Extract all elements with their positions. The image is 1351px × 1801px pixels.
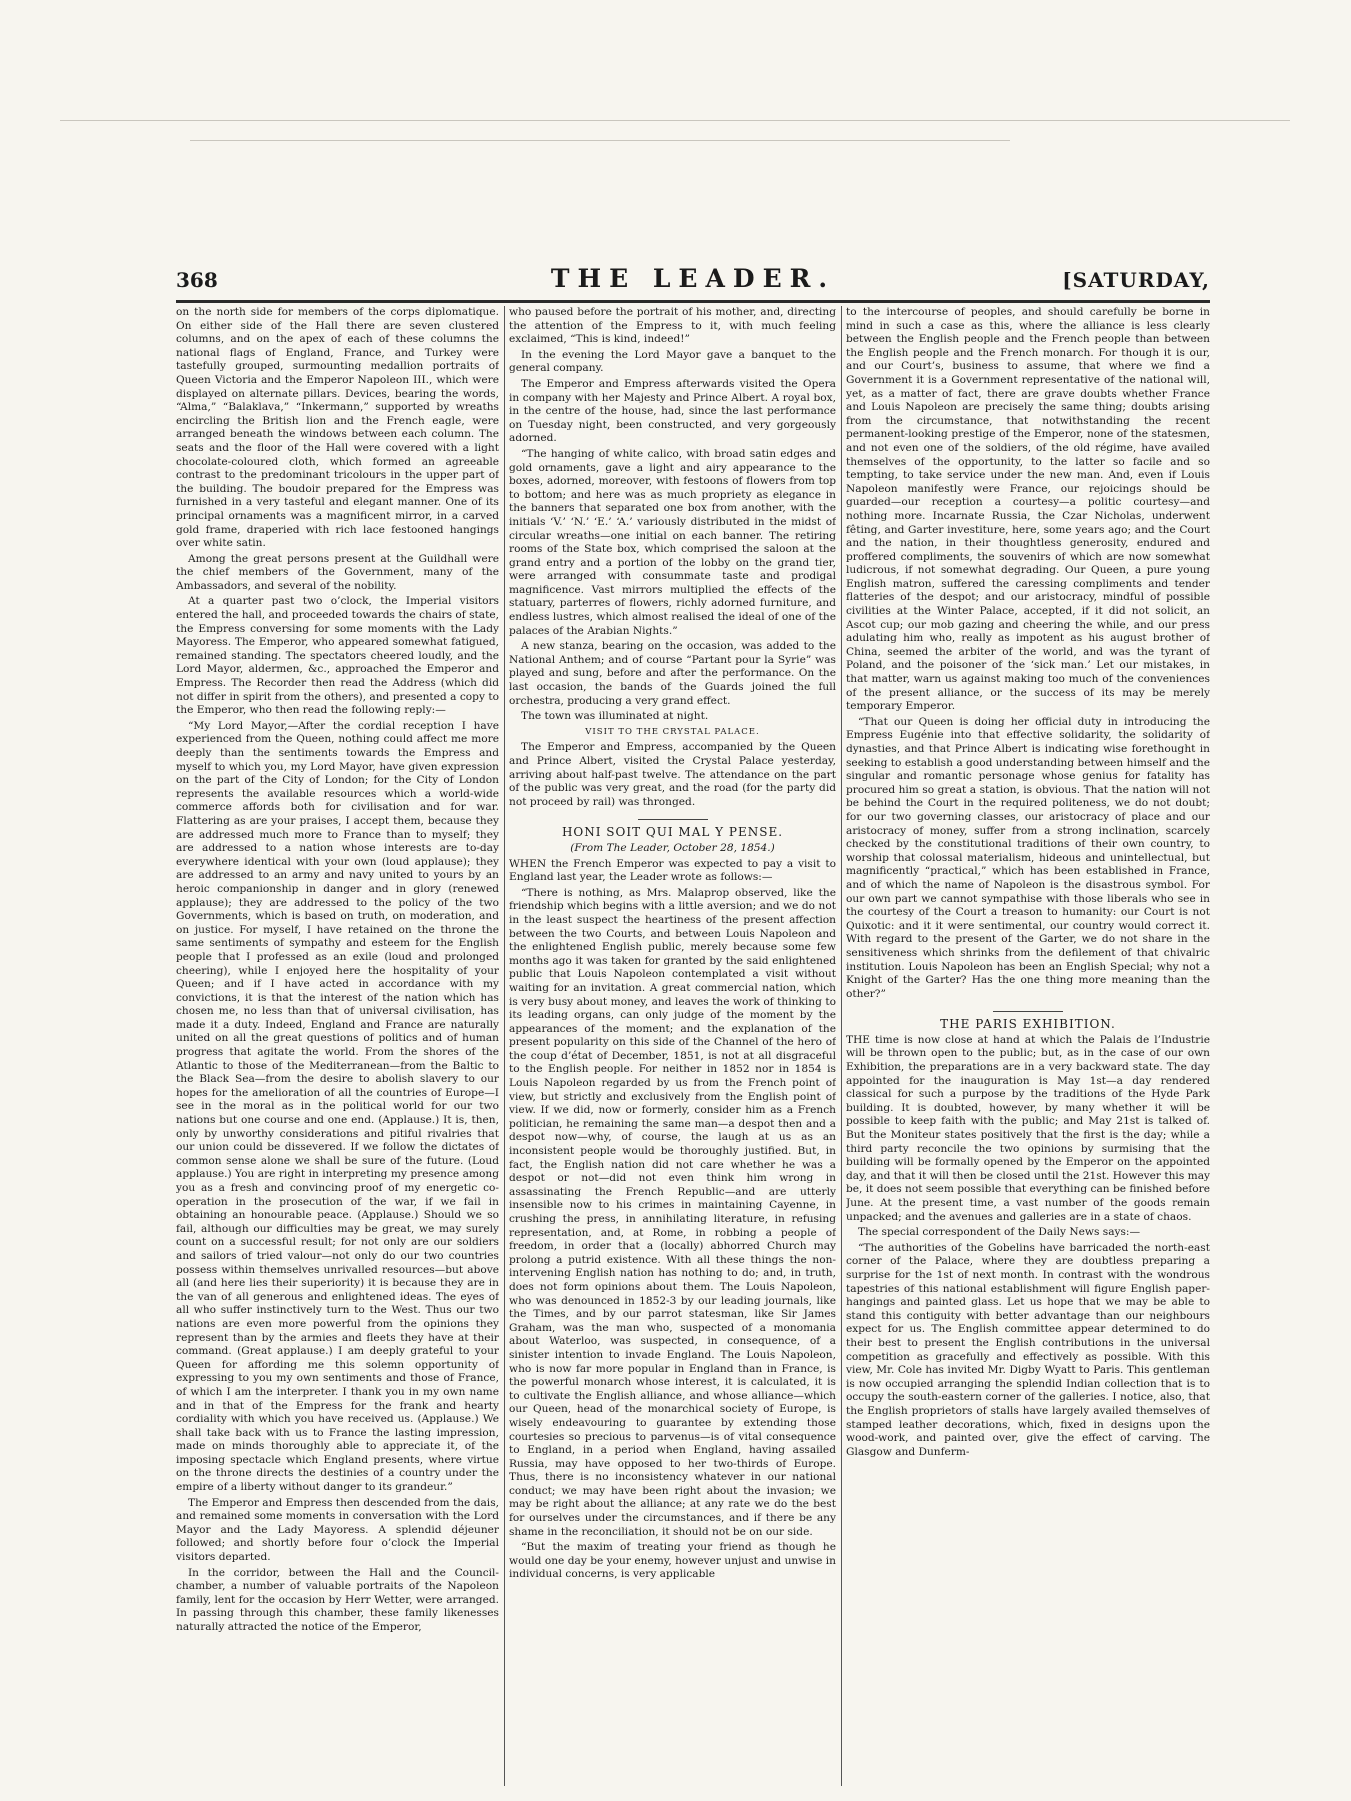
masthead-title: THE LEADER. [550, 264, 836, 293]
paragraph: The town was illuminated at night. [521, 710, 709, 723]
section-divider [638, 819, 708, 820]
paragraph: on the north side for members of the corps diplomatique. On either side of the Hall there are seven clustered columns, and on the apex of each of these columns the national flags of England, France, and Turkey were tastefully grouped, surmounting medallion portraits of Queen Victoria and the Emperor Napoleon III., which were displayed on alternate pillars. Devices, bearing the words, “Alma,” “Balaklava,” “Inkermann,” supported by wreaths encircling the British lion and the French eagle, were arranged beneath the windows between each column. The seats and the floor of the Hall were covered with a light chocolate-coloured cloth, which formed an agreeable contrast to the predominant tricolours in the upper part of the building. The boudoir prepared for the Empress was furnished in a very tasteful and elegant manner. One of its principal ornaments was a magnificent mirror, in a carved gold frame, draperied with rich lace festooned hangings over white satin. [176, 306, 499, 550]
section-divider [993, 1011, 1063, 1012]
article-source: (From The Leader, October 28, 1854.) [570, 841, 775, 854]
column-divider [504, 306, 505, 1786]
article-heading-paris-exhibition: THE PARIS EXHIBITION. [940, 1017, 1116, 1032]
scan-artifact [60, 120, 1290, 121]
paragraph: who paused before the portrait of his mother, and, directing the attention of the Empress to it, with much feeling exclaimed, “This is kind, indeed!” [509, 306, 836, 346]
column-3 [846, 306, 1210, 1786]
paragraph: At a quarter past two o’clock, the Imperial visitors entered the hall, and proceeded towards the chairs of state, the Empress conversing for some moments with the Lady Mayoress. The Emperor, who appeared somewhat fatigued, remained standing. The spectators cheered loudly, and the Lord Mayor, aldermen, &c., approached the Emperor and Empress. The Recorder then read the Address (which did not differ in spirit from the others), and presented a copy to the Emperor, who then read the following reply:— [176, 595, 499, 717]
paragraph: WHEN the French Emperor was expected to pay a visit to England last year, the Leader wrote as follows:— [509, 857, 836, 884]
paragraph: The Emperor and Empress then descended from the dais, and remained some moments in conversation with the Lord Mayor and the Lady Mayoress. A splendid déjeuner followed; and shortly before four o’clock the Imperial visitors departed. [176, 1496, 499, 1564]
paragraph: In the evening the Lord Mayor gave a banquet to the general company. [509, 348, 836, 375]
page-header [176, 264, 1210, 300]
column-1 [176, 306, 499, 1786]
paragraph: “My Lord Mayor,—After the cordial reception I have experienced from the Queen, nothing could affect me more deeply than the sentiments towards the Empress and myself to which you, my Lord Mayor, have given expression on the part of the City of London; for the City of London represents the available resources which a world-wide commerce affords both for civilisation and for war. Flattering as are your praises, I accept them, because they are addressed much more to France than to myself; they are addressed to a nation whose interests are to-day everywhere identical with your own (loud applause); they are addressed to an army and navy united to yours by an heroic companionship in danger and in glory (renewed applause); they are addressed to the policy of the two Governments, which is based on truth, on moderation, and on justice. For myself, I have retained on the throne the same sentiments of sympathy and esteem for the English people that I professed as an exile (loud and prolonged cheering), while I enjoyed here the hospitality of your Queen; and if I have acted in accordance with my convictions, it is that the interest of the nation which has chosen me, no less than that of universal civilisation, has made it a duty. Indeed, England and France are naturally united on all the great questions of politics and of human progress that agitate the world. From the shores of the Atlantic to those of the Mediterranean—from the Baltic to the Black Sea—from the desire to abolish slavery to our hopes for the amelioration of all the countries of Europe—I see in the moral as in the political world for our two nations but one course and one end. (Applause.) It is, then, only by unworthy considerations and pitiful rivalries that our union could be dissevered. If we follow the dictates of common sense alone we shall be sure of the future. (Loud applause.) You are right in interpreting my presence among you as a fresh and convincing proof of my energetic co-operation in the prosecution of the war, if we fail in obtaining an honourable peace. (Applause.) Should we so fail, although our difficulties may be great, we may surely count on a successful result; for not only are our soldiers and sailors of tried valour—not only do our two countries possess within themselves unrivalled resources—but above all (and here lies their superiority) it is because they are in the van of all generous and enlightened ideas. The eyes of all who suffer instinctively turn to the West. Thus our two nations are even more powerful from the opinions they represent than by the armies and fleets they have at their command. (Great applause.) I am deeply grateful to your Queen for affording me this solemn opportunity of expressing to you my own sentiments and those of France, of which I am the interpreter. I thank you in my own name and in that of the Empress for the frank and hearty cordiality with which you have received us. (Applause.) We shall take back with us to France the lasting impression, made on minds thoroughly able to appreciate it, of the imposing spectacle which England presents, where virtue on the throne directs the destinies of a country under the empire of a liberty without danger to its grandeur.” [176, 719, 499, 1494]
paragraph: The special correspondent of the Daily News says:— [858, 1226, 1141, 1239]
column-divider [841, 306, 842, 1786]
paragraph: Among the great persons present at the Guildhall were the chief members of the Government, many of the Ambassadors, and several of the nobility. [176, 552, 499, 592]
article-heading-honi-soit: HONI SOIT QUI MAL Y PENSE. [561, 825, 784, 840]
paragraph: The Emperor and Empress, accompanied by the Queen and Prince Albert, visited the Crystal Palace yesterday, arriving about half-past twelve. The attendance on the part of the public was very great, and the road (for the party did not proceed by rail) was thronged. [509, 741, 836, 808]
paragraph: The Emperor and Empress afterwards visited the Opera in company with her Majesty and Prince Albert. A royal box, in the centre of the house, had, since the last performance on Tuesday night, been constructed, and very gorgeously adorned. [509, 377, 836, 445]
paragraph: “But the maxim of treating your friend as though he would one day be your enemy, however unjust and unwise in individual concerns, is very applicable [509, 1541, 836, 1581]
page-edge-shadow [1213, 306, 1219, 1786]
header-rule [176, 300, 1210, 303]
scan-artifact [190, 140, 1010, 141]
paragraph: “That our Queen is doing her official duty in introducing the Empress Eugénie into that effective solidarity, the solidarity of dynasties, and that Prince Albert is indicating wise forethought in seeking to establish a good understanding between himself and the singular and romantic personage whose genius for fatality has procured him so great a station, is obvious. That the nation will not be behind the Court in the required politeness, we do not doubt; for our two governing classes, our aristocracy of place and our aristocracy of money, suffer from a strong inclination, scarcely checked by the constitutional traditions of their own country, to worship that colossal materialism, hideous and unintellectual, but magnificently “practical,” which has been established in France, and of which the name of Napoleon is the disastrous symbol. For our own part we cannot sympathise with those liberals who see in the courtesy of the Court a treason to humanity: our Court is not Quixotic: and it it were sentimental, our country would correct it. With regard to the present of the Garter, we do not share in the sensitiveness which shrinks from the defilement of that chivalric institution. Louis Napoleon has been an English Special; why not a Knight of the Garter? Has the one thing more meaning than the other?” [846, 715, 1210, 1000]
paragraph: A new stanza, bearing on the occasion, was added to the National Anthem; and of course “Partant pour la Syrie” was played and sung, before and after the performance. On the last occasion, the bands of the Guards joined the full orchestra, producing a very grand effect. [509, 640, 836, 707]
section-heading-crystal-palace: VISIT TO THE CRYSTAL PALACE. [585, 726, 760, 737]
page-number: 368 [176, 268, 218, 292]
paragraph: THE time is now close at hand at which the Palais de l’Industrie will be thrown open to the public; but, as in the case of our own Exhibition, the preparations are in a very backward state. The day appointed for the inauguration is May 1st—a day rendered classical for such a purpose by the traditions of the Hyde Park building. It is doubted, however, by many whether it will be possible to keep faith with the public; and May 21st is talked of. But the Moniteur states positively that the first is the day; while a third party reconcile the two opinions by surmising that the building will be formally opened by the Emperor on the appointed day, and that it will then be closed until the 21st. However this may be, it does not seem possible that everything can be finished before June. At the present time, a vast number of the goods remain unpacked; and the avenues and galleries are in a state of chaos. [846, 1033, 1210, 1223]
paragraph: to the intercourse of peoples, and should carefully be borne in mind in such a case as this, where the alliance is less clearly between the English people and the French people than between the English people and the French monarch. For though it is our, and our Court’s, business to assume, that where we find a Government it is a Government representative of the national will, yet, as a matter of fact, there are grave doubts whether France and Louis Napoleon are precisely the same thing; doubts arising from the circumstance, that notwithstanding the recent permanent-looking prestige of the Emperor, none of the statesmen, and not even one of the soldiers, of the old régime, have availed themselves of the opportunity, to the latter so facile and so tempting, to take service under the new man. And, even if Louis Napoleon manifestly were France, our rejoicings should be guarded—our reception a courtesy—a politic courtesy—and nothing more. Incarnate Russia, the Czar Nicholas, underwent fêting, and Garter investiture, here, some years ago; and the Court and the nation, in their thoughtless generosity, endured and proffered compliments, the souvenirs of which are now somewhat ludicrous, if not somewhat degrading. Our Queen, a pure young English matron, suffered the caressing compliments and tender flatteries of the despot; and our aristocracy, mindful of possible civilities at the Winter Palace, accepted, if it did not solicit, an Ascot cup; our mob gazing and cheering the while, and our press adulating him who, really as impotent as his august brother of China, seemed the arbiter of the world, and was the tyrant of Poland, and the poisoner of the ‘sick man.’ Let our mistakes, in that matter, warn us against making too much of the conveniences of the present alliance, or the success of its may be merely temporary Emperor. [846, 306, 1210, 713]
paragraph: “There is nothing, as Mrs. Malaprop observed, like the friendship which begins with a little aversion; and we do not in the least suspect the heartiness of the present affection between the two Courts, and between Louis Napoleon and the enlightened English public, merely because some few months ago it was taken for granted by the said enlightened public that Louis Napoleon contemplated a visit without waiting for an invitation. A great commercial nation, which is very busy about money, and leaves the work of thinking to its leading organs, can only judge of the moment by the appearances of the moment; and the explanation of the present popularity on this side of the Channel of the hero of the coup d’état of December, 1851, is not at all disgraceful to the English people. For neither in 1852 nor in 1854 is Louis Napoleon regarded by us from the French point of view, but strictly and exclusively from the English point of view. If we did, now or formerly, consider him as a French politician, he remaining the same man—a despot then and a despot now—why, of course, the laugh at us as an inconsistent people would be thoroughly justified. But, in fact, the English nation did not care whether he was a despot or not—did not even think him wrong in assassinating the French Republic—and are utterly insensible now to his crimes in maintaining Cayenne, in crushing the press, in annihilating literature, in refusing representation, and, at Rome, in robbing a people of freedom, in order that a (locally) abhorred Church may prolong a putrid existence. With all these things the non-intervening English nation has nothing to do; and, in truth, does not form opinions about them. The Louis Napoleon, who was denounced in 1852-3 by our leading journals, like the Times, and by our parrot statesman, like Sir James Graham, was the man who, suspected of a monomania about Waterloo, was suspected, in consequence, of a sinister intention to invade England. The Louis Napoleon, who is now far more popular in England than in France, is the powerful monarch whose interest, it is calculated, it is to cultivate the English alliance, and whose alliance—which our Queen, head of the monarchical society of Europe, is wisely endeavouring to guarantee by extending those courtesies so precious to parvenus—is of vital consequence to England, in a period when England, having assailed Russia, may have opposed to her two-thirds of Europe. Thus, there is no inconsistency whatever in our national conduct; we may have been right about the invasion; we may be right about the alliance; at any rate we do the best for ourselves under the circumstances, and if there be any shame in the reconciliation, it should not be on our side. [509, 886, 836, 1538]
column-2 [509, 306, 836, 1786]
paragraph: In the corridor, between the Hall and the Council-chamber, a number of valuable portraits of the Napoleon family, lent for the occasion by Herr Wetter, were arranged. In passing through this chamber, these family likenesses naturally attracted the notice of the Emperor, [176, 1566, 499, 1633]
header-day: [SATURDAY, [1062, 268, 1210, 292]
paragraph: “The authorities of the Gobelins have barricaded the north-east corner of the Palace, where they are doubtless preparing a surprise for the 1st of next month. In contrast with the wondrous tapestries of this national establishment will figure English paper-hangings and painted glass. Let us hope that we may be able to stand this contiguity with better advantage than our neighbours expect for us. The English committee appear determined to do their best to present the English contributions in the universal competition as gracefully and effectively as possible. With this view, Mr. Cole has invited Mr. Digby Wyatt to Paris. This gentleman is now occupied arranging the splendid Indian collection that is to occupy the south-eastern corner of the galleries. I notice, also, that the English proprietors of stalls have largely availed themselves of stamped leather decorations, which, fixed in designs upon the wood-work, and painted over, give the effect of carving. The Glasgow and Dunferm- [846, 1241, 1210, 1458]
paragraph: “The hanging of white calico, with broad satin edges and gold ornaments, gave a light and airy appearance to the boxes, adorned, moreover, with festoons of flowers from top to bottom; and here was as much propriety as elegance in the banners that separated one box from another, with the initials ‘V.’ ‘N.’ ‘E.’ ‘A.’ variously distributed in the midst of circular wreaths—one initial on each banner. The retiring rooms of the State box, which comprised the saloon at the grand entry and a portion of the lobby on the grand tier, were arranged with consummate taste and prodigal magnificence. Vast mirrors multiplied the effects of the statuary, parterres of flowers, richly adorned furniture, and endless lustres, which almost realised the ideal of one of the palaces of the Arabian Nights.” [509, 447, 836, 637]
